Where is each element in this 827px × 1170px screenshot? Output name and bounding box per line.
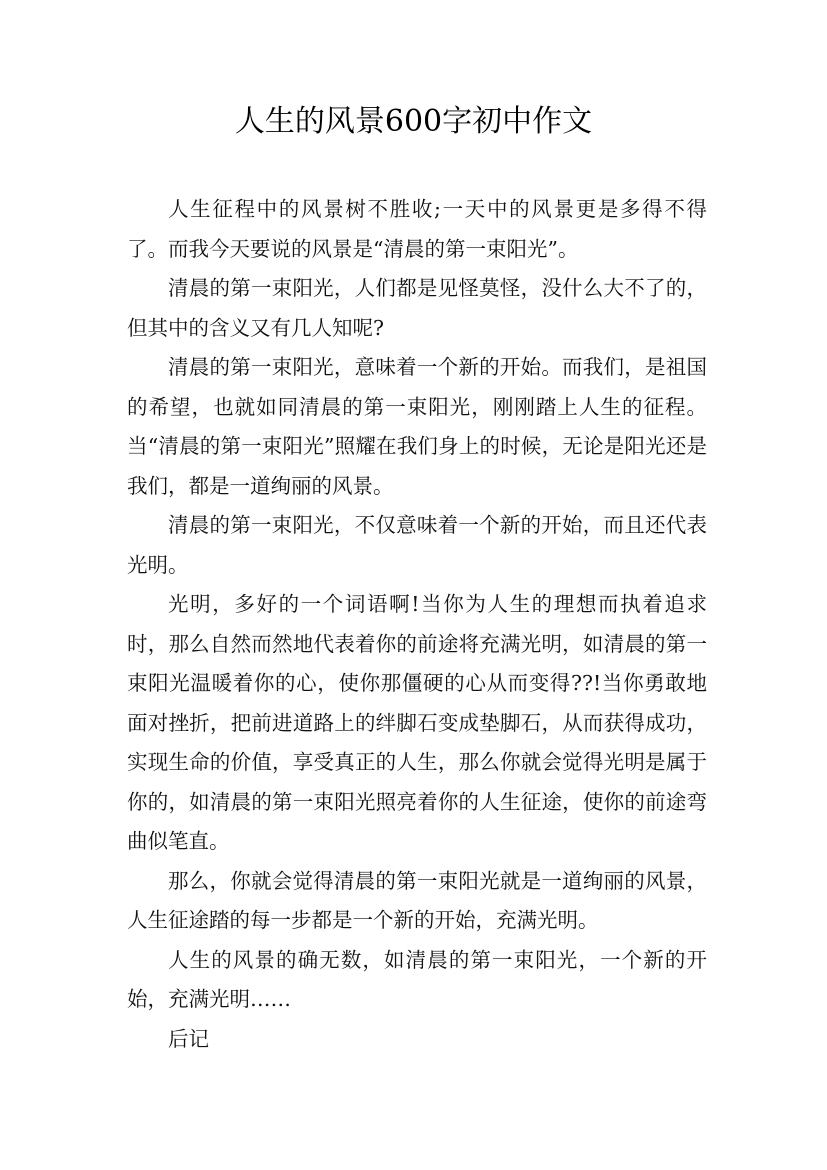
paragraph-2: 清晨的第一束阳光，人们都是见怪莫怪，没什么大不了的，但其中的含义又有几人知呢? (127, 276, 707, 340)
paragraph-3: 清晨的第一束阳光，意味着一个新的开始。而我们，是祖国的希望，也就如同清晨的第一束阳光，刚刚踏上人生的征程。当“清晨的第一束阳光”照耀在我们身上的时候，无论是阳光还是我们，都是一道绚丽的风景。 (127, 355, 707, 498)
paragraph-4: 清晨的第一束阳光，不仅意味着一个新的开始，而且还代表光明。 (127, 513, 707, 577)
document-body (127, 190, 707, 1059)
paragraph-5: 光明，多好的一个词语啊!当你为人生的理想而执着追求时，那么自然而然地代表着你的前途将充满光明，如清晨的第一束阳光温暖着你的心，使你那僵硬的心从而变得??!当你勇敢地面对挫折，把前进道路上的绊脚石变成垫脚石，从而获得成功，实现生命的价值，享受真正的人生，那么你就会觉得光明是属于你的，如清晨的第一束阳光照亮着你的人生征途，使你的前途弯曲似笔直。 (127, 592, 707, 853)
paragraph-1: 人生征程中的风景树不胜收;一天中的风景更是多得不得了。而我今天要说的风景是“清晨的第一束阳光”。 (127, 197, 707, 261)
paragraph-6: 那么，你就会觉得清晨的第一束阳光就是一道绚丽的风景，人生征途踏的每一步都是一个新的开始，充满光明。 (127, 868, 707, 932)
afterword-heading: 后记 (168, 1026, 209, 1051)
document-title: 人生的风景600字初中作文 (234, 104, 593, 139)
paragraph-7: 人生的风景的确无数，如清晨的第一束阳光，一个新的开始，充满光明…… (127, 947, 707, 1011)
